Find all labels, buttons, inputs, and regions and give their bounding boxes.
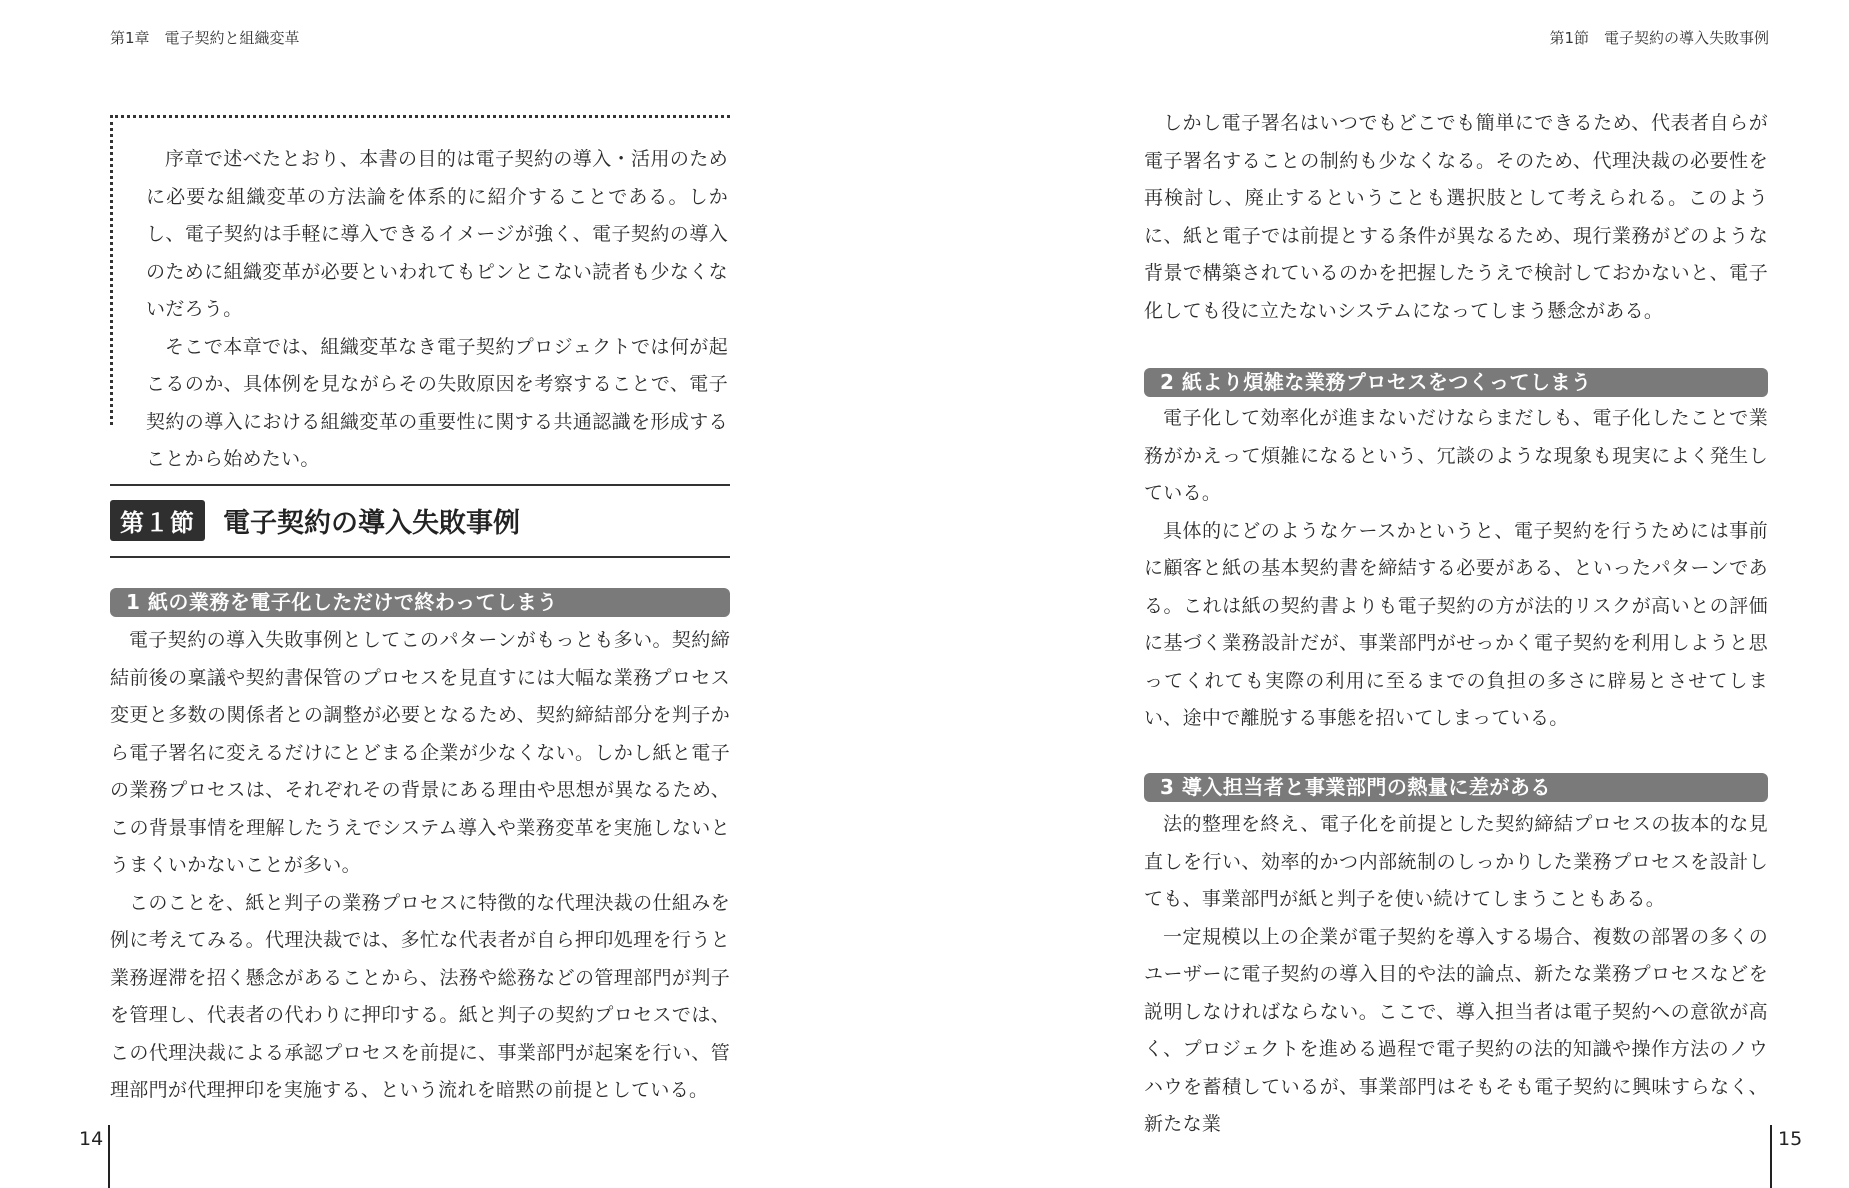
subsection-2-paragraph-1: 電子化して効率化が進まないだけならまだしも、電子化したことで業務がかえって煩雑になるという、冗談のような現象も現実によく発生している。: [1144, 407, 1768, 504]
subsection-1-paragraph-2: このことを、紙と判子の業務プロセスに特徴的な代理決裁の仕組みを例に考えてみる。代理決裁では、多忙な代表者が自ら押印処理を行うと業務遅滞を招く懸念があることから、法務や総務などの管理部門が判子を管理し、代表者の代わりに押印する。紙と判子の契約プロセスでは、この代理決裁による承認プロセスを前提に、事業部門が起案を行い、管理部門が代理押印を実施する、という流れを暗黙の前提としている。: [110, 891, 730, 1101]
section-title: 電子契約の導入失敗事例: [223, 508, 520, 539]
intro-paragraph-1: 序章で述べたとおり、本書の目的は電子契約の導入・活用のために必要な組織変革の方法論を体系的に紹介することである。しかし、電子契約は手軽に導入できるイメージが強く、電子契約の導入のために組織変革が必要といわれてもピンとこない読者も少なくないだろう。: [146, 148, 728, 320]
right-page-margin-line: [1770, 1125, 1772, 1188]
subsection-2-body: [1144, 400, 1768, 738]
subsection-1-body: [110, 622, 730, 1110]
left-page-number: 14: [79, 1128, 104, 1150]
left-running-head: 第1章 電子契約と組織変革: [110, 29, 300, 47]
section-heading: [110, 500, 520, 541]
right-running-head: 第1節 電子契約の導入失敗事例: [1549, 29, 1769, 47]
continuation-text: [1144, 105, 1768, 330]
subsection-3-paragraph-1: 法的整理を終え、電子化を前提とした契約締結プロセスの抜本的な見直しを行い、効率的かつ内部統制のしっかりした業務プロセスを設計しても、事業部門が紙と判子を使い続けてしまうこともある。: [1144, 813, 1768, 910]
section-badge: 第１節: [110, 500, 205, 541]
continuation-paragraph: しかし電子署名はいつでもどこでも簡単にできるため、代表者自らが電子署名することの制約も少なくなる。そのため、代理決裁の必要性を再検討し、廃止するということも選択肢として考えられる。このように、紙と電子では前提とする条件が異なるため、現行業務がどのような背景で構築されているのかを把握したうえで検討しておかないと、電子化しても役に立たないシステムになってしまう懸念がある。: [1144, 112, 1768, 322]
subsection-1-paragraph-1: 電子契約の導入失敗事例としてこのパターンがもっとも多い。契約締結前後の稟議や契約書保管のプロセスを見直すには大幅な業務プロセス変更と多数の関係者との調整が必要となるため、契約締結部分を判子から電子署名に変えるだけにとどまる企業が少なくない。しかし紙と電子の業務プロセスは、それぞれその背景にある理由や思想が異なるため、この背景事情を理解したうえでシステム導入や業務変革を実施しないとうまくいかないことが多い。: [110, 629, 730, 876]
subsection-1-heading: 1 紙の業務を電子化しただけで終わってしまう: [110, 588, 730, 617]
section-rule-bottom: [110, 556, 730, 558]
subsection-3-paragraph-2: 一定規模以上の企業が電子契約を導入する場合、複数の部署の多くのユーザーに電子契約の導入目的や法的論点、新たな業務プロセスなどを説明しなければならない。ここで、導入担当者は電子契約への意欲が高く、プロジェクトを進める過程で電子契約の法的知識や操作方法のノウハウを蓄積しているが、事業部門はそもそも電子契約に興味すらなく、新たな業: [1144, 925, 1768, 1135]
subsection-2-heading: 2 紙より煩雑な業務プロセスをつくってしまう: [1144, 368, 1768, 397]
left-page-margin-line: [108, 1125, 110, 1188]
intro-text: [146, 141, 728, 479]
section-rule-top: [110, 484, 730, 486]
right-page-number: 15: [1778, 1128, 1803, 1150]
intro-paragraph-2: そこで本章では、組織変革なき電子契約プロジェクトでは何が起こるのか、具体例を見ながらその失敗原因を考察することで、電子契約の導入における組織変革の重要性に関する共通認識を形成することから始めたい。: [146, 335, 728, 470]
subsection-3-heading: 3 導入担当者と事業部門の熱量に差がある: [1144, 773, 1768, 802]
subsection-3-body: [1144, 806, 1768, 1144]
subsection-2-paragraph-2: 具体的にどのようなケースかというと、電子契約を行うためには事前に顧客と紙の基本契約書を締結する必要がある、といったパターンである。これは紙の契約書よりも電子契約の方が法的リスクが高いとの評価に基づく業務設計だが、事業部門がせっかく電子契約を利用しようと思ってくれても実際の利用に至るまでの負担の多さに辟易とさせてしまい、途中で離脱する事態を招いてしまっている。: [1144, 519, 1768, 729]
